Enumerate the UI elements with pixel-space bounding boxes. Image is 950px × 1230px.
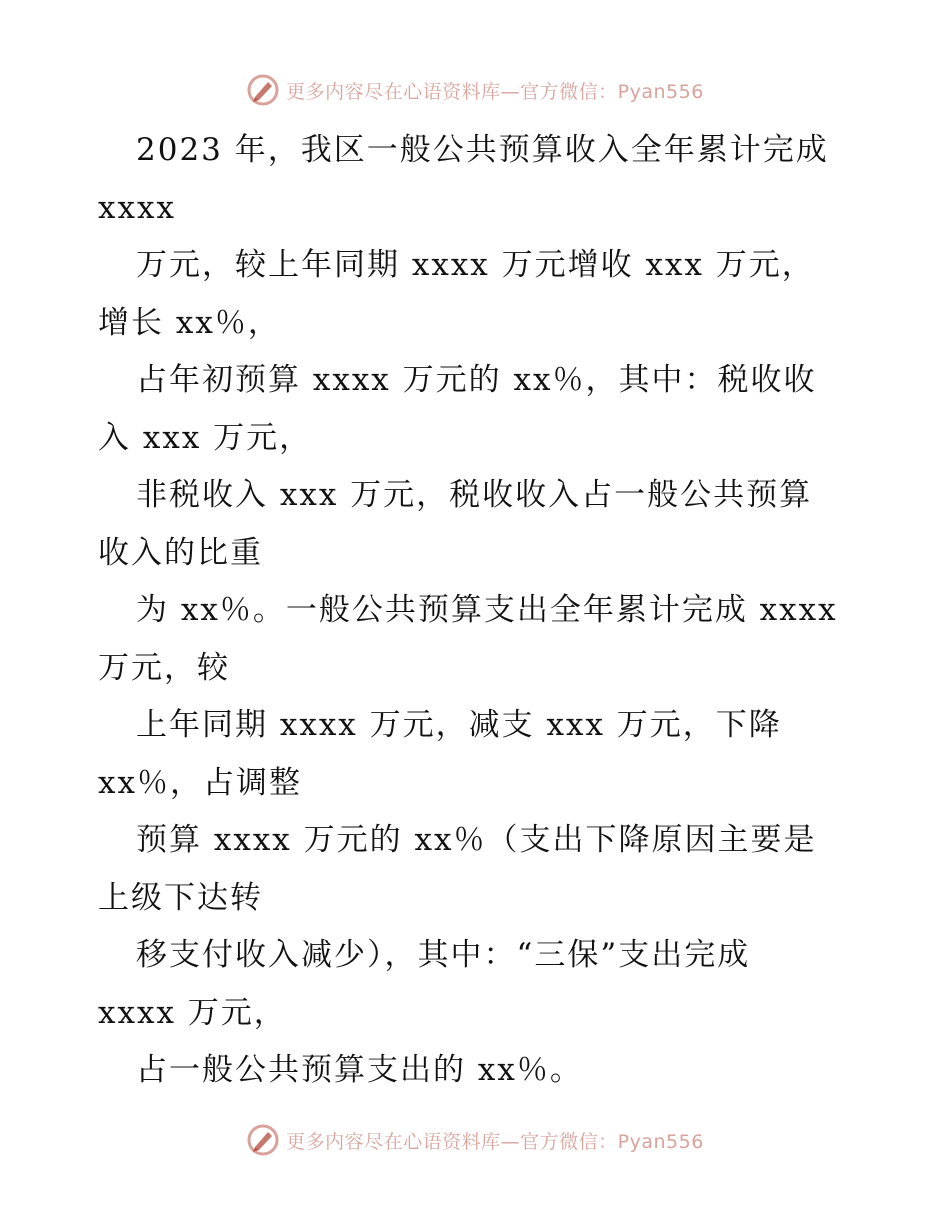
text-line: 万元，较 [98, 649, 230, 686]
watermark-text: 更多内容尽在心语资料库—官方微信：Pyan556 [286, 80, 704, 103]
text-line: 增长 xx％， [98, 304, 281, 341]
text-line: 上年同期 xxxx 万元，减支 xxx 万元，下降 [136, 707, 782, 743]
document-body [98, 122, 858, 1100]
text-line: xx％，占调整 [98, 764, 302, 801]
text-line: 收入的比重 [98, 534, 263, 571]
text-line: 为 xx％。一般公共预算支出全年累计完成 xxxx [136, 592, 838, 628]
watermark-text: 更多内容尽在心语资料库—官方微信：Pyan556 [286, 1130, 704, 1153]
text-line: xxxx [98, 189, 176, 226]
text-line: 预算 xxxx 万元的 xx％（支出下降原因主要是 [136, 822, 817, 858]
pen-logo-icon [246, 1123, 280, 1157]
text-line: 占一般公共预算支出的 xx％。 [136, 1052, 583, 1088]
text-line: 占年初预算 xxxx 万元的 xx％，其中：税收收 [136, 362, 817, 398]
footer-watermark [0, 1120, 950, 1160]
text-line: 2023 年，我区一般公共预算收入全年累计完成 [136, 132, 829, 168]
text-line: 非税收入 xxx 万元，税收收入占一般公共预算 [136, 477, 813, 513]
text-line: 万元，较上年同期 xxxx 万元增收 xxx 万元， [136, 247, 815, 283]
text-line: 上级下达转 [98, 879, 263, 916]
text-line: 移支付收入减少），其中：“三保”支出完成 [136, 937, 751, 973]
text-line: 入 xxx 万元， [98, 419, 313, 456]
header-watermark [0, 70, 950, 110]
text-line: xxxx 万元， [98, 994, 287, 1031]
pen-logo-icon [246, 73, 280, 107]
